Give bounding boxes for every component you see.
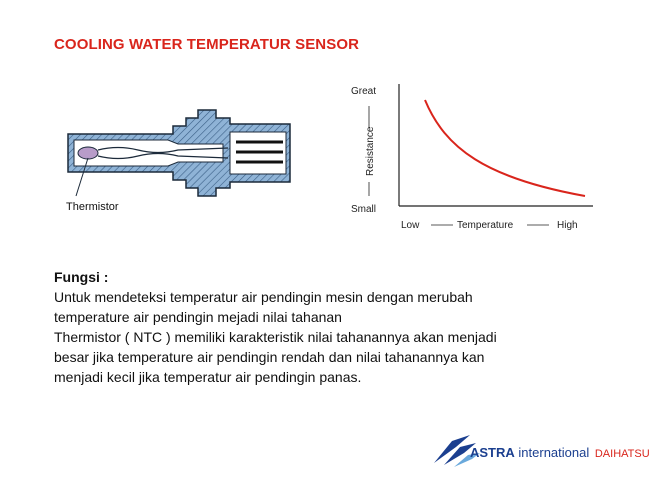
resistance-curve bbox=[425, 100, 585, 196]
slide-title: COOLING WATER TEMPERATUR SENSOR bbox=[54, 36, 360, 53]
y-axis-bottom-label: Small bbox=[351, 204, 377, 215]
description-line: Untuk mendeteksi temperatur air pendingin mesin dengan merubah bbox=[54, 289, 473, 305]
graph-axes bbox=[399, 84, 593, 206]
logo-brand: ASTRA bbox=[470, 445, 515, 460]
description-line: Thermistor ( NTC ) memiliki karakteristik nilai tahanannya akan menjadi bbox=[54, 329, 497, 345]
logo-international: international bbox=[518, 445, 590, 460]
logo-daihatsu: DAIHATSU bbox=[594, 448, 650, 460]
y-axis-title: Resistance bbox=[365, 126, 376, 176]
thermistor-label: Thermistor bbox=[66, 201, 119, 213]
x-axis-left-label: Low bbox=[401, 220, 420, 231]
resistance-graph bbox=[335, 78, 595, 238]
description-block bbox=[54, 267, 594, 387]
x-axis-title: Temperature bbox=[457, 220, 514, 231]
thermistor-element bbox=[78, 147, 98, 159]
description-line: besar jika temperature air pendingin rendah dan nilai tahanannya kan bbox=[54, 349, 485, 365]
astra-logo-text bbox=[470, 445, 650, 460]
description-line: temperature air pendingin mejadi nilai tahanan bbox=[54, 309, 342, 325]
description-line: menjadi kecil jika temperatur air pendingin panas. bbox=[54, 369, 362, 385]
y-axis-top-label: Great bbox=[351, 86, 377, 97]
x-axis-right-label: High bbox=[557, 220, 578, 231]
description-heading: Fungsi : bbox=[54, 269, 109, 285]
sensor-diagram bbox=[58, 100, 308, 225]
